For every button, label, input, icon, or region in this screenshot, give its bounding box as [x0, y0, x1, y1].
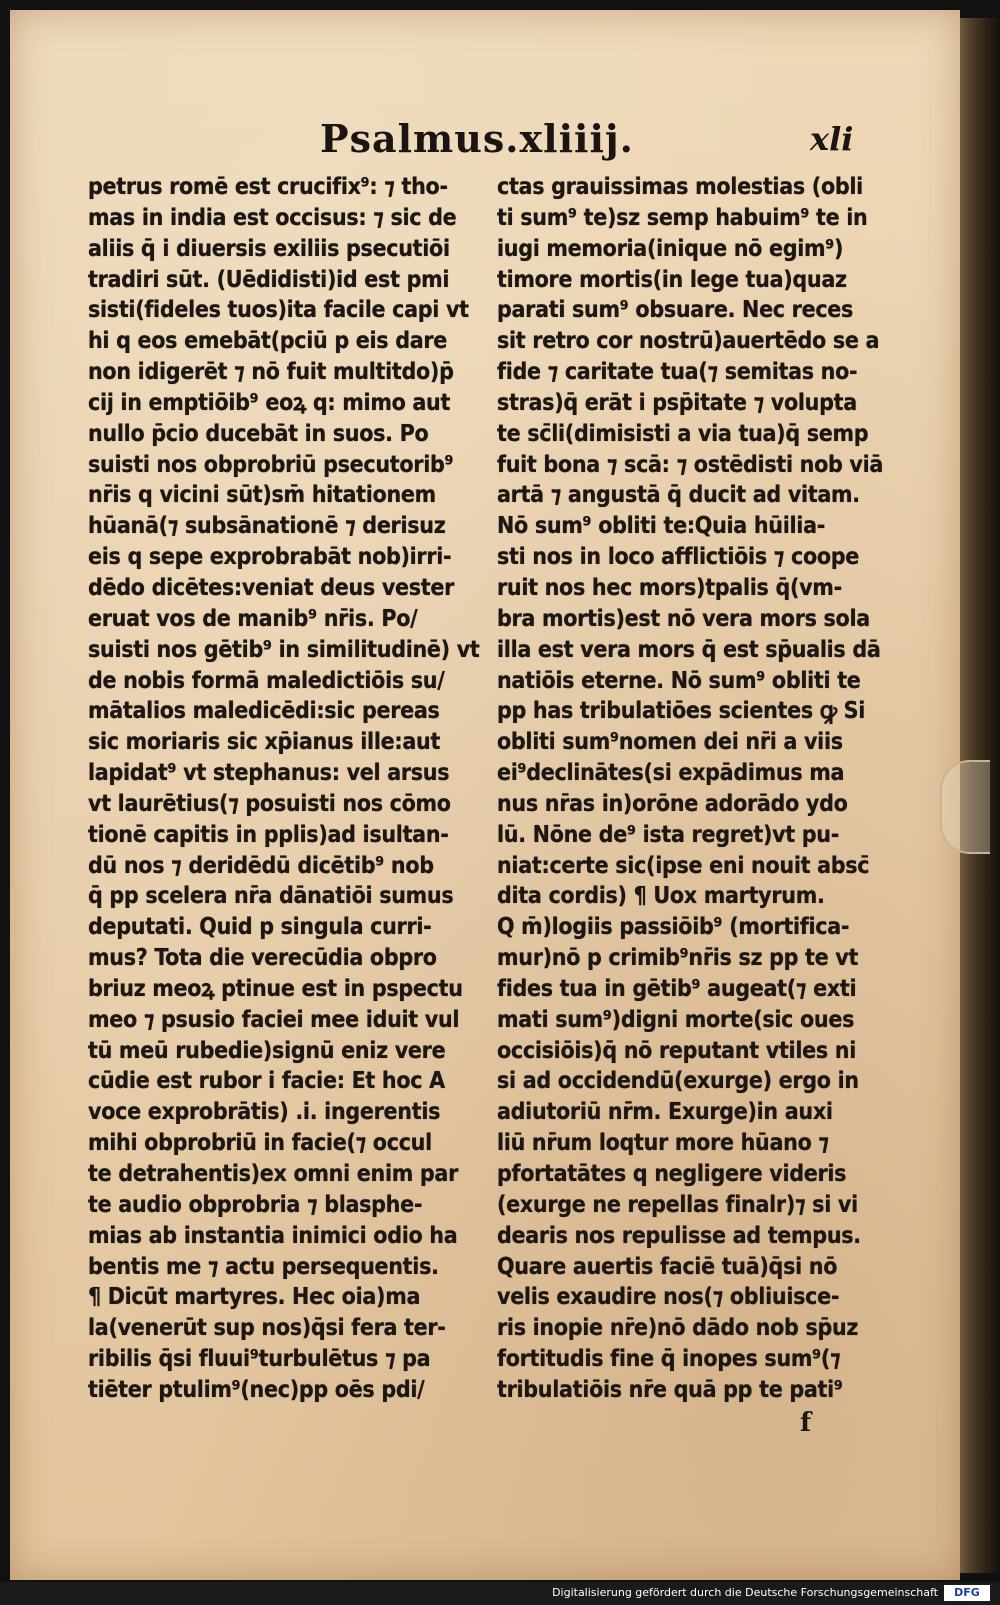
text-line: mias ab instantia inimici odio ha [88, 1222, 458, 1249]
text-line: fide ⁊ caritate tua(⁊ semitas no- [497, 359, 858, 386]
text-line: ris inopie nr̄e)nō dādo nob sp̄uz [497, 1315, 859, 1342]
text-line: fortitudis fine q̄ inopes sum⁹(⁊ [497, 1346, 841, 1373]
text-line: ¶ Dicūt martyres. Hec oia)ma [88, 1284, 421, 1311]
text-line: tiēter ptulim⁹(nec)pp oēs pdi/ [88, 1376, 425, 1403]
text-line: bra mortis)est nō vera mors sola [497, 605, 870, 632]
text-line: briuz meoꝝ ptinue est in pspectu [88, 975, 463, 1002]
text-line: hūanā(⁊ subsānationē ⁊ derisuz [88, 513, 446, 540]
left-text-column [88, 172, 488, 1406]
text-line: adiutoriū nr̄m. Exurge)in auxi [497, 1099, 833, 1126]
right-text-column [497, 172, 897, 1406]
text-line: obliti sum⁹nomen dei nr̄i a viis [497, 729, 843, 756]
dfg-logo: DFG [944, 1585, 990, 1601]
text-line: nullo p̄cio ducebāt in suos. Po [88, 420, 429, 447]
text-line: sit retro cor nostrū)auertēdo se a [497, 328, 880, 355]
text-line: cij in emptiōib⁹ eoꝝ q: mimo aut [88, 389, 451, 416]
text-line: Nō sum⁹ obliti te:Quia hūilia- [497, 513, 826, 540]
text-line: ti sum⁹ te)sz semp habuim⁹ te in [497, 204, 868, 231]
text-line: suisti nos obprobriū psecutorib⁹ [88, 451, 454, 478]
text-line: occisiōis)q̄ nō reputant vtiles ni [497, 1037, 856, 1064]
text-line: pfortatātes q negligere videris [497, 1161, 847, 1187]
text-line: pp has tribulatiōes scientes ꝙ Si [497, 698, 866, 725]
text-line: nus nr̄as in)orōne adorādo ydo [497, 790, 848, 817]
text-line: dearis nos repulisse ad tempus. [497, 1222, 861, 1249]
text-line: mus? Tota die verecūdia obpro [88, 945, 437, 972]
text-line: mihi obprobriū in facie(⁊ occul [88, 1130, 432, 1157]
funding-credit: Digitalisierung gefördert durch die Deutsche Forschungsgemeinschaft [552, 1586, 938, 1599]
text-line: ribilis q̄si fluui⁹turbulētus ⁊ pa [88, 1346, 431, 1373]
text-line: mur)nō p crimib⁹nr̄is sz pp te vt [497, 945, 859, 972]
page-tab-marker [940, 760, 990, 854]
text-line: Quare auertis faciē tuā)q̄si nō [497, 1253, 838, 1280]
text-line: mātalios maledicēdi:sic pereas [88, 698, 440, 725]
text-line: dū nos ⁊ deridēdū dicētib⁹ nob [88, 852, 434, 879]
text-line: meo ⁊ psusio faciei mee iduit vul [88, 1006, 460, 1033]
text-line: ei⁹declinātes(si expādimus ma [497, 760, 845, 787]
text-line: nr̄is q vicini sūt)sm̄ hitationem [88, 482, 436, 509]
text-line: tribulatiōis nr̄e quā pp te pati⁹ [497, 1376, 843, 1403]
text-line: tū meū rubedie)signū eniz vere [88, 1037, 446, 1064]
text-line: (exurge ne repellas finalr)⁊ si vi [497, 1191, 858, 1218]
text-line: artā ⁊ angustā q̄ ducit ad vitam. [497, 482, 860, 509]
text-line: fuit bona ⁊ scā: ⁊ ostēdisti nob viā [497, 451, 884, 478]
folio-number: xli [810, 120, 854, 158]
text-line: de nobis formā maledictiōis su/ [88, 667, 445, 694]
text-line: sisti(fideles tuos)ita facile capi vt [88, 297, 469, 324]
text-line: velis exaudire nos(⁊ obliuisce- [497, 1284, 840, 1311]
text-line: te detrahentis)ex omni enim par [88, 1161, 458, 1187]
text-line: timore mortis(in lege tua)quaz [497, 266, 847, 293]
text-line: q̄ pp scelera nr̄a dānatiōi sumus [88, 883, 454, 910]
text-line: te audio obprobria ⁊ blasphe- [88, 1191, 423, 1218]
text-line: aliis q̄ i diuersis exiliis psecutiōi [88, 235, 450, 262]
text-line: parati sum⁹ obsuare. Nec reces [497, 297, 854, 324]
text-line: vt laurētius(⁊ posuisti nos cōmo [88, 790, 451, 817]
text-line: illa est vera mors q̄ est sp̄ualis dā [497, 636, 881, 663]
text-line: natiōis eterne. Nō sum⁹ obliti te [497, 667, 861, 694]
text-line: eruat vos de manib⁹ nr̄is. Po/ [88, 605, 418, 632]
text-line: iugi memoria(inique nō egim⁹) [497, 235, 844, 262]
text-line: bentis me ⁊ actu persequentis. [88, 1253, 439, 1280]
text-line: te sc̄li(dimisisti a via tua)q̄ semp [497, 420, 869, 447]
text-line: eis q sepe exprobrabāt nob)irri- [88, 544, 452, 571]
text-line: si ad occidendū(exurge) ergo in [497, 1068, 859, 1095]
text-line: tradiri sūt. (Uēdidisti)id est pmi [88, 266, 450, 293]
text-line: ctas grauissimas molestias (obli [497, 174, 863, 200]
text-line: hi q eos emebāt(pciū p eis dare [88, 328, 448, 355]
text-line: voce exprobrātis) .i. ingerentis [88, 1099, 441, 1126]
book-page [10, 10, 960, 1580]
text-line: mati sum⁹)digni morte(sic oues [497, 1006, 855, 1033]
text-line: ruit nos hec mors)tpalis q̄(vm- [497, 574, 842, 601]
catchword: f [800, 1408, 812, 1438]
text-line: dita cordis) ¶ Uox martyrum. [497, 883, 825, 910]
text-line: cūdie est rubor i facie: Et hoc A [88, 1068, 445, 1095]
text-line: niat:certe sic(ipse eni nouit absc̄ [497, 852, 870, 879]
text-line: sic moriaris sic xp̄ianus ille:aut [88, 729, 441, 756]
text-line: liū nr̄um loqtur more hūano ⁊ [497, 1130, 829, 1157]
text-line: sti nos in loco afflictiōis ⁊ coope [497, 544, 860, 571]
running-head: Psalmus.xliiij. [320, 116, 634, 161]
page-header [10, 110, 960, 170]
text-line: Q m̄)logiis passiōib⁹ (mortifica- [497, 914, 850, 941]
text-line: mas in india est occisus: ⁊ sic de [88, 204, 457, 231]
text-line: tionē capitis in pplis)ad isultan- [88, 821, 449, 848]
text-line: stras)q̄ erāt i psp̄itate ⁊ volupta [497, 389, 857, 416]
text-line: fides tua in gētib⁹ augeat(⁊ exti [497, 975, 857, 1002]
text-line: lū. Nōne de⁹ ista regret)vt pu- [497, 821, 840, 848]
text-line: suisti nos gētib⁹ in similitudinē) vt [88, 636, 480, 663]
footer-bar [0, 1582, 1000, 1605]
text-line: deputati. Quid p singula curri- [88, 914, 432, 941]
text-line: non idigerēt ⁊ nō fuit multitdo)p̄ [88, 359, 454, 386]
text-line: dēdo dicētes:veniat deus vester [88, 574, 455, 601]
text-line: lapidat⁹ vt stephanus: vel arsus [88, 760, 450, 787]
text-line: petrus romē est crucifix⁹: ⁊ tho- [88, 174, 448, 200]
text-line: la(venerūt sup nos)q̄si fera ter- [88, 1315, 446, 1342]
